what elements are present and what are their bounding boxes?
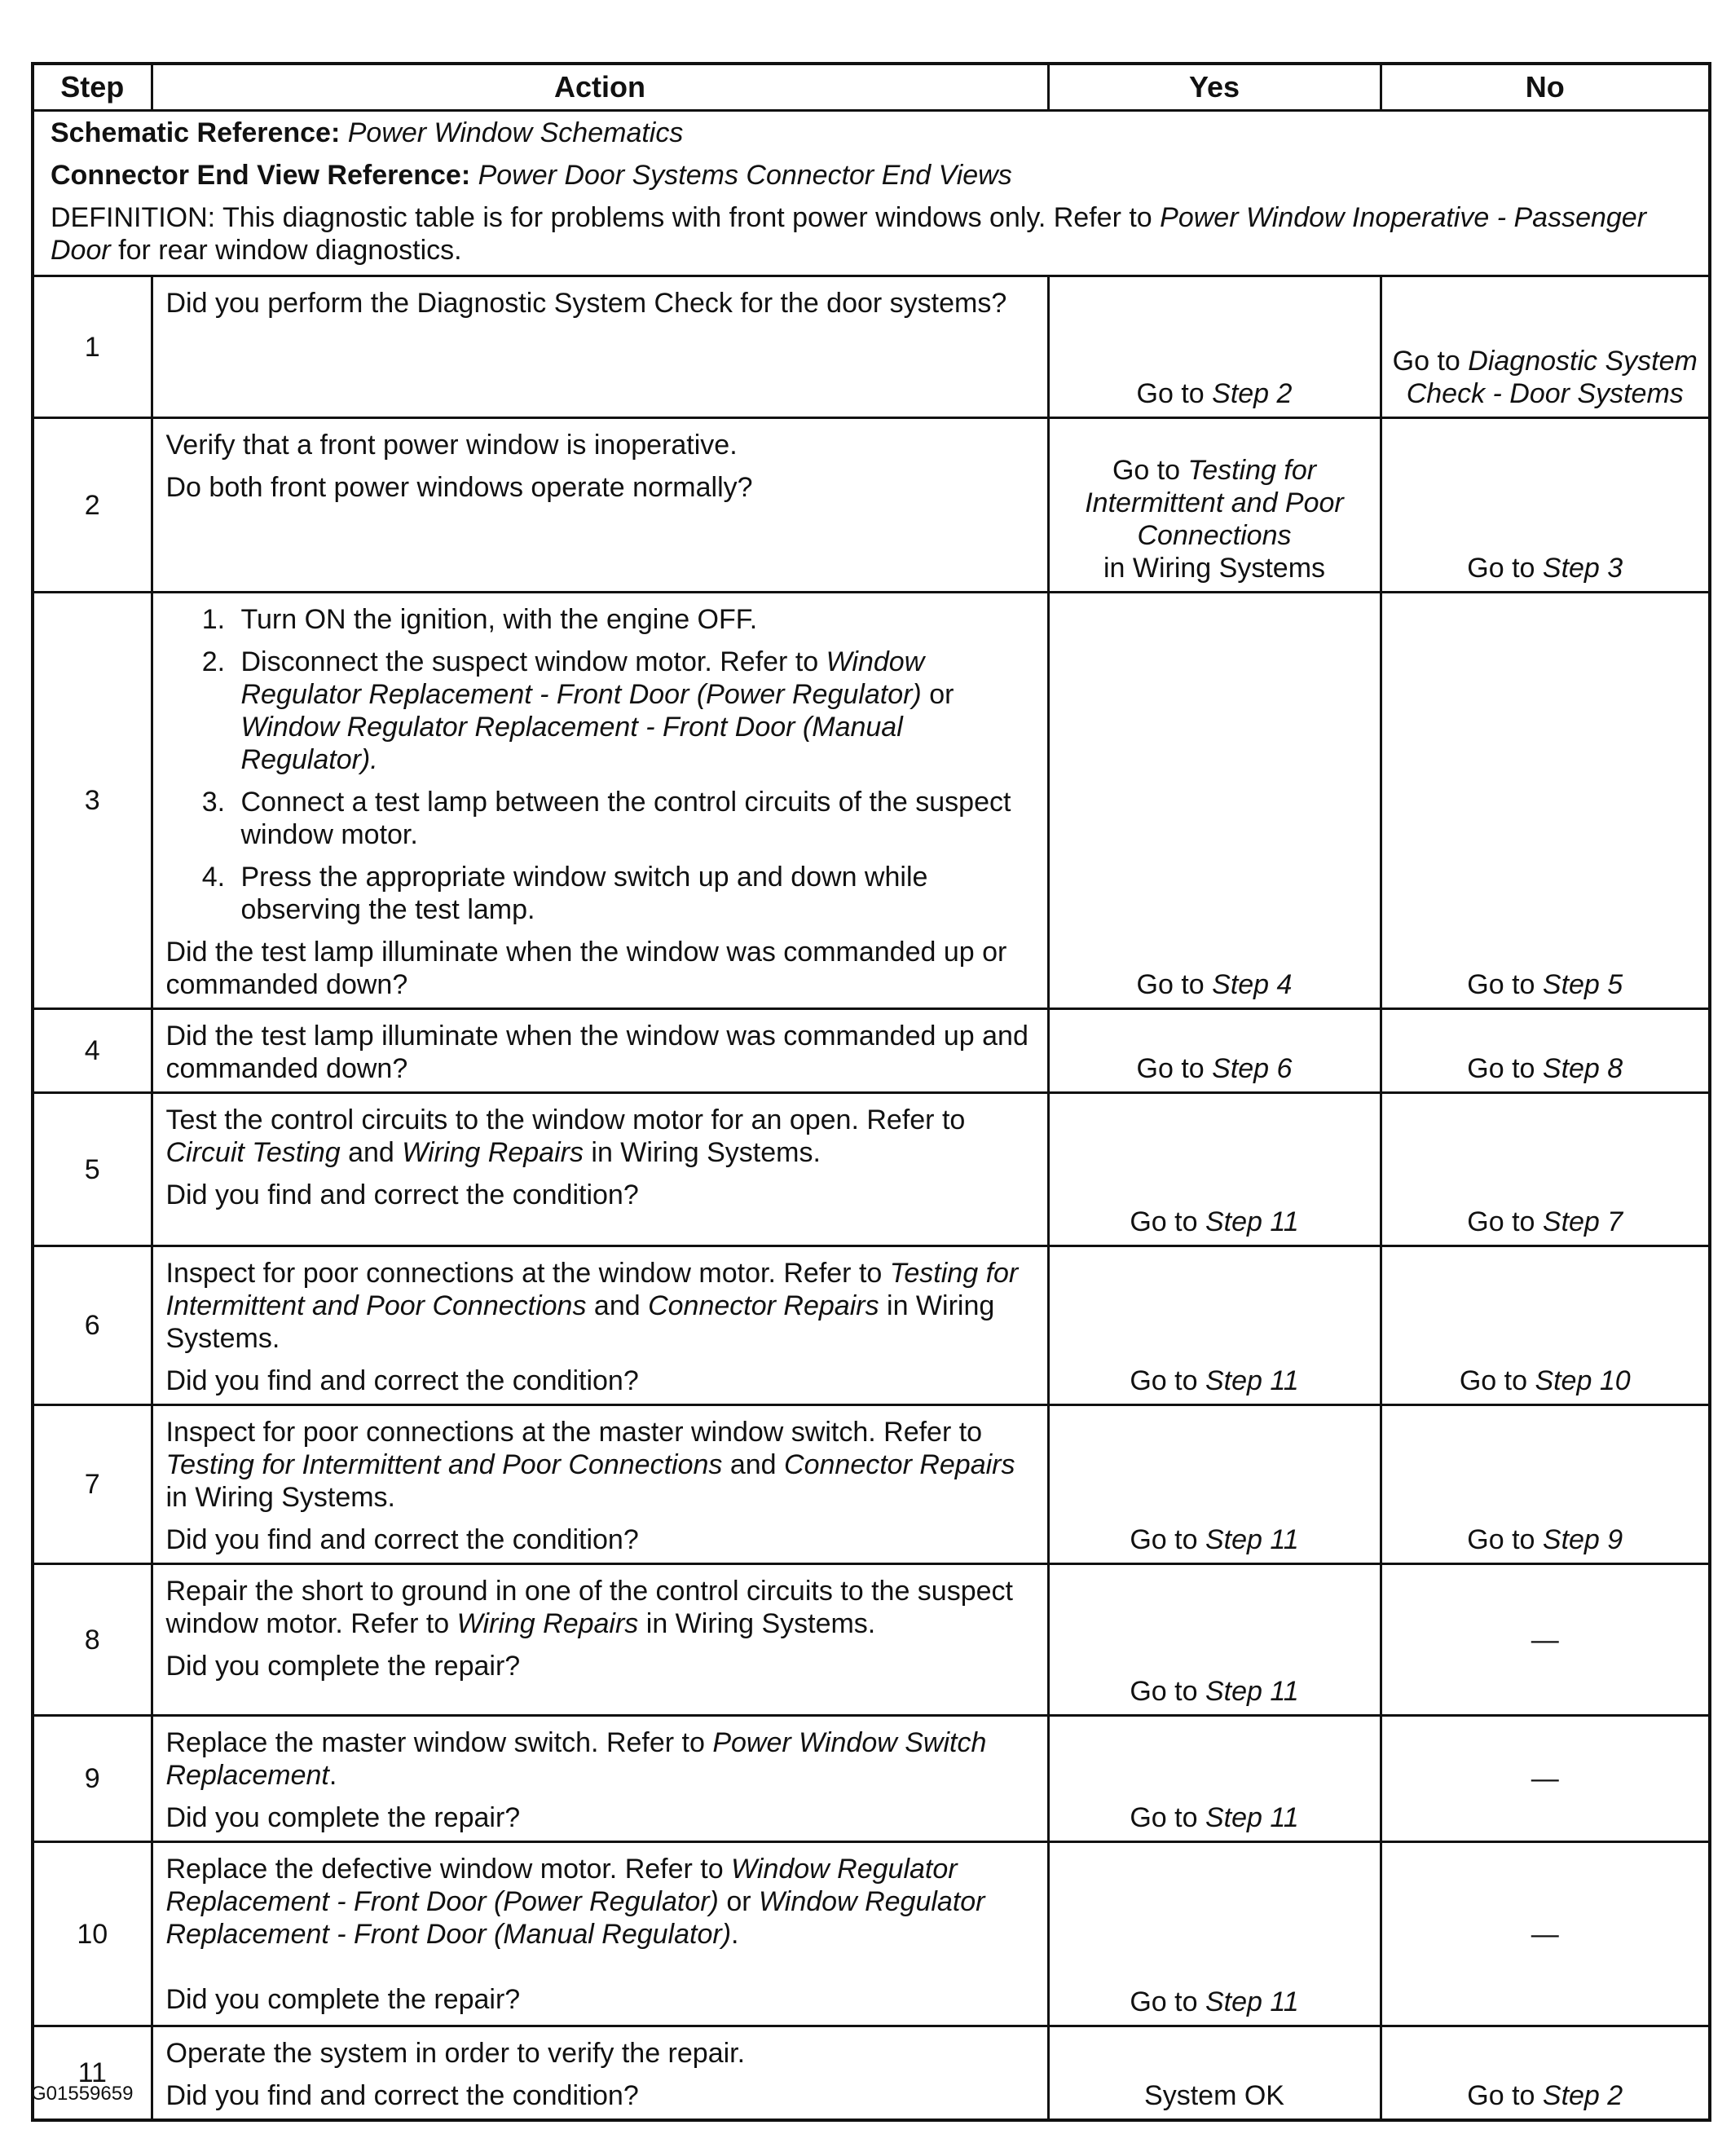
yes-cell: Go to Step 11 — [1048, 1842, 1381, 2026]
goto-link[interactable]: Step 11 — [1205, 1365, 1299, 1396]
table-row — [33, 2026, 1710, 2121]
definition: DEFINITION: This diagnostic table is for problems with front power windows only. Refer to Power Window Inoperative - Passenger Door for rear window diagnostics. — [51, 202, 1647, 266]
goto-link[interactable]: Step 11 — [1205, 1986, 1299, 2017]
step-number: 8 — [33, 1564, 152, 1716]
table-row — [33, 1405, 1710, 1564]
goto-link[interactable]: Step 11 — [1205, 1802, 1299, 1833]
step-number: 3 — [33, 593, 152, 1009]
yes-cell: System OK — [1048, 2026, 1381, 2121]
schematic-reference: Schematic Reference: Power Window Schematics — [51, 117, 684, 148]
list-item: 2. Disconnect the suspect window motor. Refer to Window Regulator Replacement - Front Door (Power Regulator) or Window Regulator Replacement - Front Door (Manual Regulator). — [233, 646, 1034, 776]
question: Did you find and correct the condition? — [165, 1524, 639, 1555]
list-item: 1. Turn ON the ignition, with the engine OFF. — [233, 603, 1034, 636]
reference-link[interactable]: Connector Repairs — [648, 1290, 879, 1321]
action-cell: Operate the system in order to verify the repair. Did you find and correct the condition? — [152, 2026, 1048, 2121]
goto-link[interactable]: Step 7 — [1542, 1206, 1623, 1237]
goto-link[interactable]: Step 11 — [1205, 1524, 1299, 1555]
table-header-row — [33, 64, 1710, 111]
yes-cell: Go to Step 11 — [1048, 1716, 1381, 1842]
action-cell: Inspect for poor connections at the master window switch. Refer to Testing for Intermittent and Poor Connections and Connector Repairs in Wiring Systems. Did you find and correct the condition? — [152, 1405, 1048, 1564]
reference-row — [33, 111, 1710, 276]
reference-cell — [33, 111, 1710, 276]
question: Did the test lamp illuminate when the window was commanded up or commanded down? — [165, 937, 1007, 1000]
goto-link[interactable]: Step 2 — [1542, 2080, 1623, 2111]
yes-cell: Go to Step 11 — [1048, 1246, 1381, 1405]
goto-link[interactable]: Step 3 — [1542, 553, 1623, 584]
reference-link[interactable]: Wiring Repairs — [402, 1137, 584, 1168]
yes-cell: Go to Step 11 — [1048, 1564, 1381, 1716]
table-row — [33, 1716, 1710, 1842]
question: Did you find and correct the condition? — [165, 1179, 639, 1210]
no-cell: Go to Step 8 — [1381, 1009, 1710, 1093]
table-row — [33, 1093, 1710, 1246]
no-cell: Go to Diagnostic System Check - Door Systems — [1381, 276, 1710, 418]
step-number: 5 — [33, 1093, 152, 1246]
no-cell: Go to Step 5 — [1381, 593, 1710, 1009]
action-cell: Verify that a front power window is inoperative. Do both front power windows operate normally? — [152, 418, 1048, 593]
table-row — [33, 276, 1710, 418]
connector-link[interactable]: Power Door Systems Connector End Views — [478, 160, 1012, 191]
question: Did you complete the repair? — [165, 1802, 521, 1833]
action-cell: Replace the master window switch. Refer to Power Window Switch Replacement. Did you complete the repair? — [152, 1716, 1048, 1842]
header-no: No — [1381, 64, 1710, 111]
goto-link[interactable]: Step 10 — [1535, 1365, 1631, 1396]
reference-link[interactable]: Testing for Intermittent and Poor Connections — [165, 1449, 723, 1480]
yes-cell: Go to Step 4 — [1048, 593, 1381, 1009]
goto-link[interactable]: Step 6 — [1212, 1053, 1293, 1084]
step-number: 4 — [33, 1009, 152, 1093]
header-yes: Yes — [1048, 64, 1381, 111]
yes-cell: Go to Step 6 — [1048, 1009, 1381, 1093]
header-step: Step — [33, 64, 152, 111]
list-item: 4. Press the appropriate window switch up and down while observing the test lamp. — [233, 861, 1034, 926]
question: Did you find and correct the condition? — [165, 1365, 639, 1396]
connector-reference: Connector End View Reference: Power Door Systems Connector End Views — [51, 160, 1012, 191]
no-cell: Go to Step 9 — [1381, 1405, 1710, 1564]
goto-link[interactable]: Diagnostic System Check - Door Systems — [1406, 346, 1698, 409]
no-cell: — — [1381, 1564, 1710, 1716]
reference-link[interactable]: Window Regulator Replacement - Front Door (Manual Regulator) — [165, 1886, 985, 1950]
goto-link[interactable]: Step 11 — [1205, 1206, 1299, 1237]
step-number: 1 — [33, 276, 152, 418]
instruction-list — [166, 603, 1034, 926]
no-cell: — — [1381, 1716, 1710, 1842]
action-cell: Replace the defective window motor. Refer to Window Regulator Replacement - Front Door (Power Regulator) or Window Regulator Replacement - Front Door (Manual Regulator). Did you complete the repair? — [152, 1842, 1048, 2026]
goto-link[interactable]: Step 5 — [1542, 969, 1623, 1000]
goto-link[interactable]: Testing for Intermittent and Poor Connections — [1085, 455, 1344, 551]
goto-link[interactable]: Step 2 — [1212, 378, 1293, 409]
yes-cell: Go to Step 11 — [1048, 1093, 1381, 1246]
step-number: 11 — [33, 2026, 152, 2121]
step-number: 2 — [33, 418, 152, 593]
step-number: 6 — [33, 1246, 152, 1405]
no-cell: Go to Step 3 — [1381, 418, 1710, 593]
goto-link[interactable]: Step 8 — [1542, 1053, 1623, 1084]
goto-link[interactable]: Step 11 — [1205, 1676, 1299, 1707]
action-cell: Test the control circuits to the window motor for an open. Refer to Circuit Testing and Wiring Repairs in Wiring Systems. Did you find and correct the condition? — [152, 1093, 1048, 1246]
reference-link[interactable]: Connector Repairs — [784, 1449, 1015, 1480]
question: Did you find and correct the condition? — [165, 2080, 639, 2111]
goto-link[interactable]: Step 9 — [1542, 1524, 1623, 1555]
action-cell: Repair the short to ground in one of the control circuits to the suspect window motor. Refer to Wiring Repairs in Wiring Systems. Did you complete the repair? — [152, 1564, 1048, 1716]
action-cell — [152, 593, 1048, 1009]
header-action: Action — [152, 64, 1048, 111]
question: Did you complete the repair? — [165, 1651, 521, 1682]
yes-cell: Go to Step 11 — [1048, 1405, 1381, 1564]
action-cell: Did you perform the Diagnostic System Check for the door systems? — [152, 276, 1048, 418]
figure-id: G01559659 — [31, 2083, 134, 2105]
table-row — [33, 593, 1710, 1009]
table-row — [33, 418, 1710, 593]
goto-link[interactable]: Step 4 — [1212, 969, 1293, 1000]
step-number: 7 — [33, 1405, 152, 1564]
table-row — [33, 1842, 1710, 2026]
table-row — [33, 1246, 1710, 1405]
no-cell: Go to Step 7 — [1381, 1093, 1710, 1246]
reference-link[interactable]: Power Window Switch Replacement — [165, 1727, 987, 1791]
table-row — [33, 1009, 1710, 1093]
reference-link[interactable]: Wiring Repairs — [456, 1608, 639, 1639]
reference-link[interactable]: Circuit Testing — [165, 1137, 341, 1168]
step-number: 10 — [33, 1842, 152, 2026]
diagnostic-table — [31, 62, 1711, 2122]
definition-link[interactable]: Power Window Inoperative - Passenger Door — [51, 202, 1647, 266]
yes-cell: Go to Step 2 — [1048, 276, 1381, 418]
table-row — [33, 1564, 1710, 1716]
action-cell: Inspect for poor connections at the window motor. Refer to Testing for Intermittent and Poor Connections and Connector Repairs in Wiring Systems. Did you find and correct the condition? — [152, 1246, 1048, 1405]
step-number: 9 — [33, 1716, 152, 1842]
list-item: 3. Connect a test lamp between the control circuits of the suspect window motor. — [233, 786, 1034, 851]
no-cell: Go to Step 2 — [1381, 2026, 1710, 2121]
action-cell — [152, 1009, 1048, 1093]
no-cell: Go to Step 10 — [1381, 1246, 1710, 1405]
yes-cell: Go to Testing for Intermittent and Poor Connections in Wiring Systems — [1048, 418, 1381, 593]
no-cell: — — [1381, 1842, 1710, 2026]
reference-link[interactable]: Testing for Intermittent and Poor Connections — [165, 1258, 1019, 1321]
schematic-link[interactable]: Power Window Schematics — [347, 117, 684, 148]
reference-link[interactable]: Window Regulator Replacement - Front Door (Power Regulator) — [240, 646, 925, 710]
question: Did you complete the repair? — [165, 1984, 521, 2015]
question: Did the test lamp illuminate when the window was commanded up and commanded down? — [165, 1021, 1028, 1084]
reference-link[interactable]: Window Regulator Replacement - Front Door (Manual Regulator). — [240, 712, 903, 775]
reference-link[interactable]: Window Regulator Replacement - Front Door (Power Regulator) — [165, 1854, 958, 1917]
